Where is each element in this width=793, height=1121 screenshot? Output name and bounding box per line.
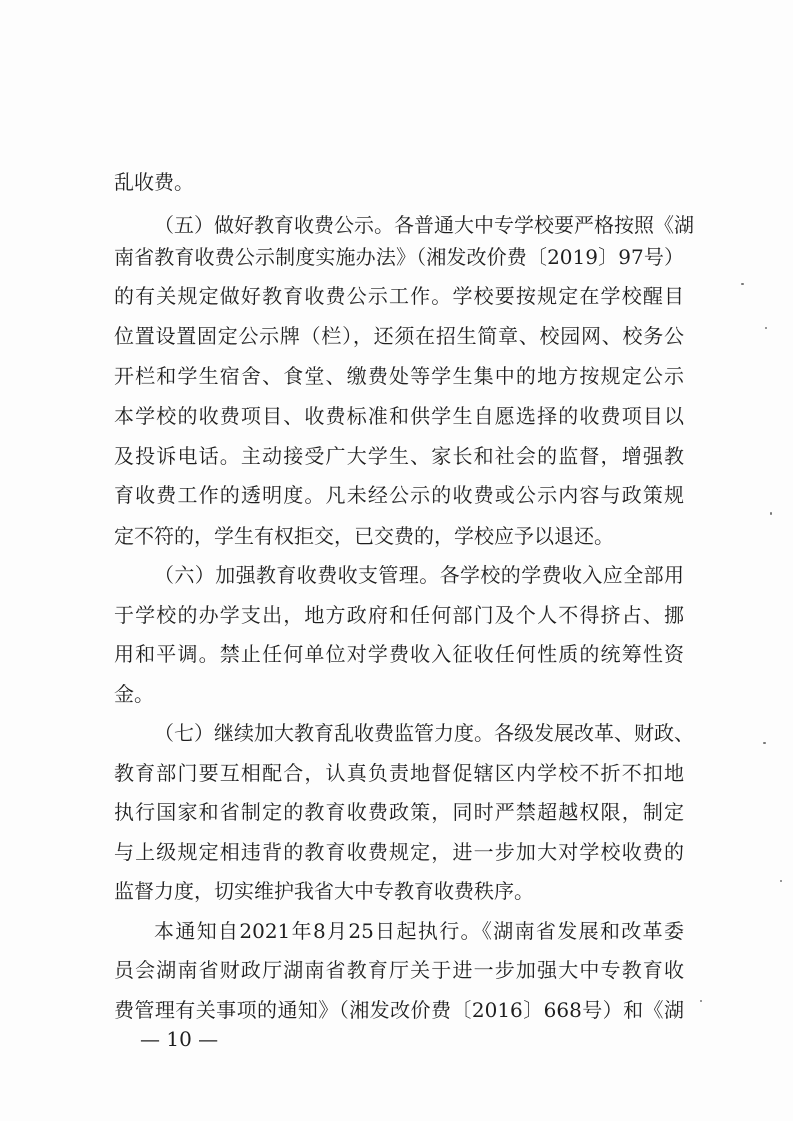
- text-line: 定不符的，学生有权拒交，已交费的，学校应予以退还。: [114, 524, 614, 548]
- text-line: 教育部门要互相配合，认真负责地督促辖区内学校不折不扣地: [114, 761, 684, 785]
- scan-speck: [770, 512, 772, 515]
- text-line: 本通知自2021年8月25日起执行。《湖南省发展和改革委: [154, 919, 684, 943]
- text-line: （七）继续加大教育乱收费监管力度。各级发展改革、财政、: [154, 721, 694, 745]
- text-line: 金。: [114, 682, 154, 706]
- text-line: （五）做好教育收费公示。各普通大中专学校要严格按照《湖: [154, 213, 694, 237]
- text-line: 费管理有关事项的通知》（湘发改价费〔2016〕668号）和《湖: [114, 998, 684, 1022]
- text-line: 本学校的收费项目、收费标准和供学生自愿选择的收费项目以: [114, 404, 684, 428]
- text-line: 位置设置固定公示牌（栏），还须在招生简章、校园网、校务公: [114, 324, 684, 348]
- text-line: 执行国家和省制定的教育收费政策，同时严禁超越权限，制定: [114, 800, 684, 824]
- text-line: 开栏和学生宿舍、食堂、缴费处等学生集中的地方按规定公示: [114, 364, 684, 388]
- text-line: （六）加强教育收费收支管理。各学校的学费收入应全部用: [154, 563, 684, 587]
- text-line: 于学校的办学支出，地方政府和任何部门及个人不得挤占、挪: [114, 603, 684, 627]
- text-line: 乱收费。: [114, 170, 194, 194]
- text-line: 南省教育收费公示制度实施办法》（湘发改价费〔2019〕97号）: [114, 245, 684, 269]
- text-line: 育收费工作的透明度。凡未经公示的收费或公示内容与政策规: [114, 483, 684, 507]
- scan-speck: [700, 1000, 702, 1002]
- scan-speck: [765, 327, 767, 329]
- scan-speck: [741, 283, 744, 285]
- text-line: 的有关规定做好教育收费公示工作。学校要按规定在学校醒目: [114, 284, 684, 308]
- scan-speck: [763, 742, 766, 744]
- scan-speck: [780, 880, 782, 882]
- text-line: 与上级规定相违背的教育收费规定，进一步加大对学校收费的: [114, 840, 684, 864]
- text-line: 用和平调。禁止任何单位对学费收入征收任何性质的统筹性资: [114, 642, 684, 666]
- page-number: — 10 —: [140, 1027, 219, 1051]
- text-line: 及投诉电话。主动接受广大学生、家长和社会的监督，增强教: [114, 444, 684, 468]
- text-line: 员会湖南省财政厅湖南省教育厅关于进一步加强大中专教育收: [114, 958, 684, 982]
- text-line: 监督力度，切实维护我省大中专教育收费秩序。: [114, 879, 534, 903]
